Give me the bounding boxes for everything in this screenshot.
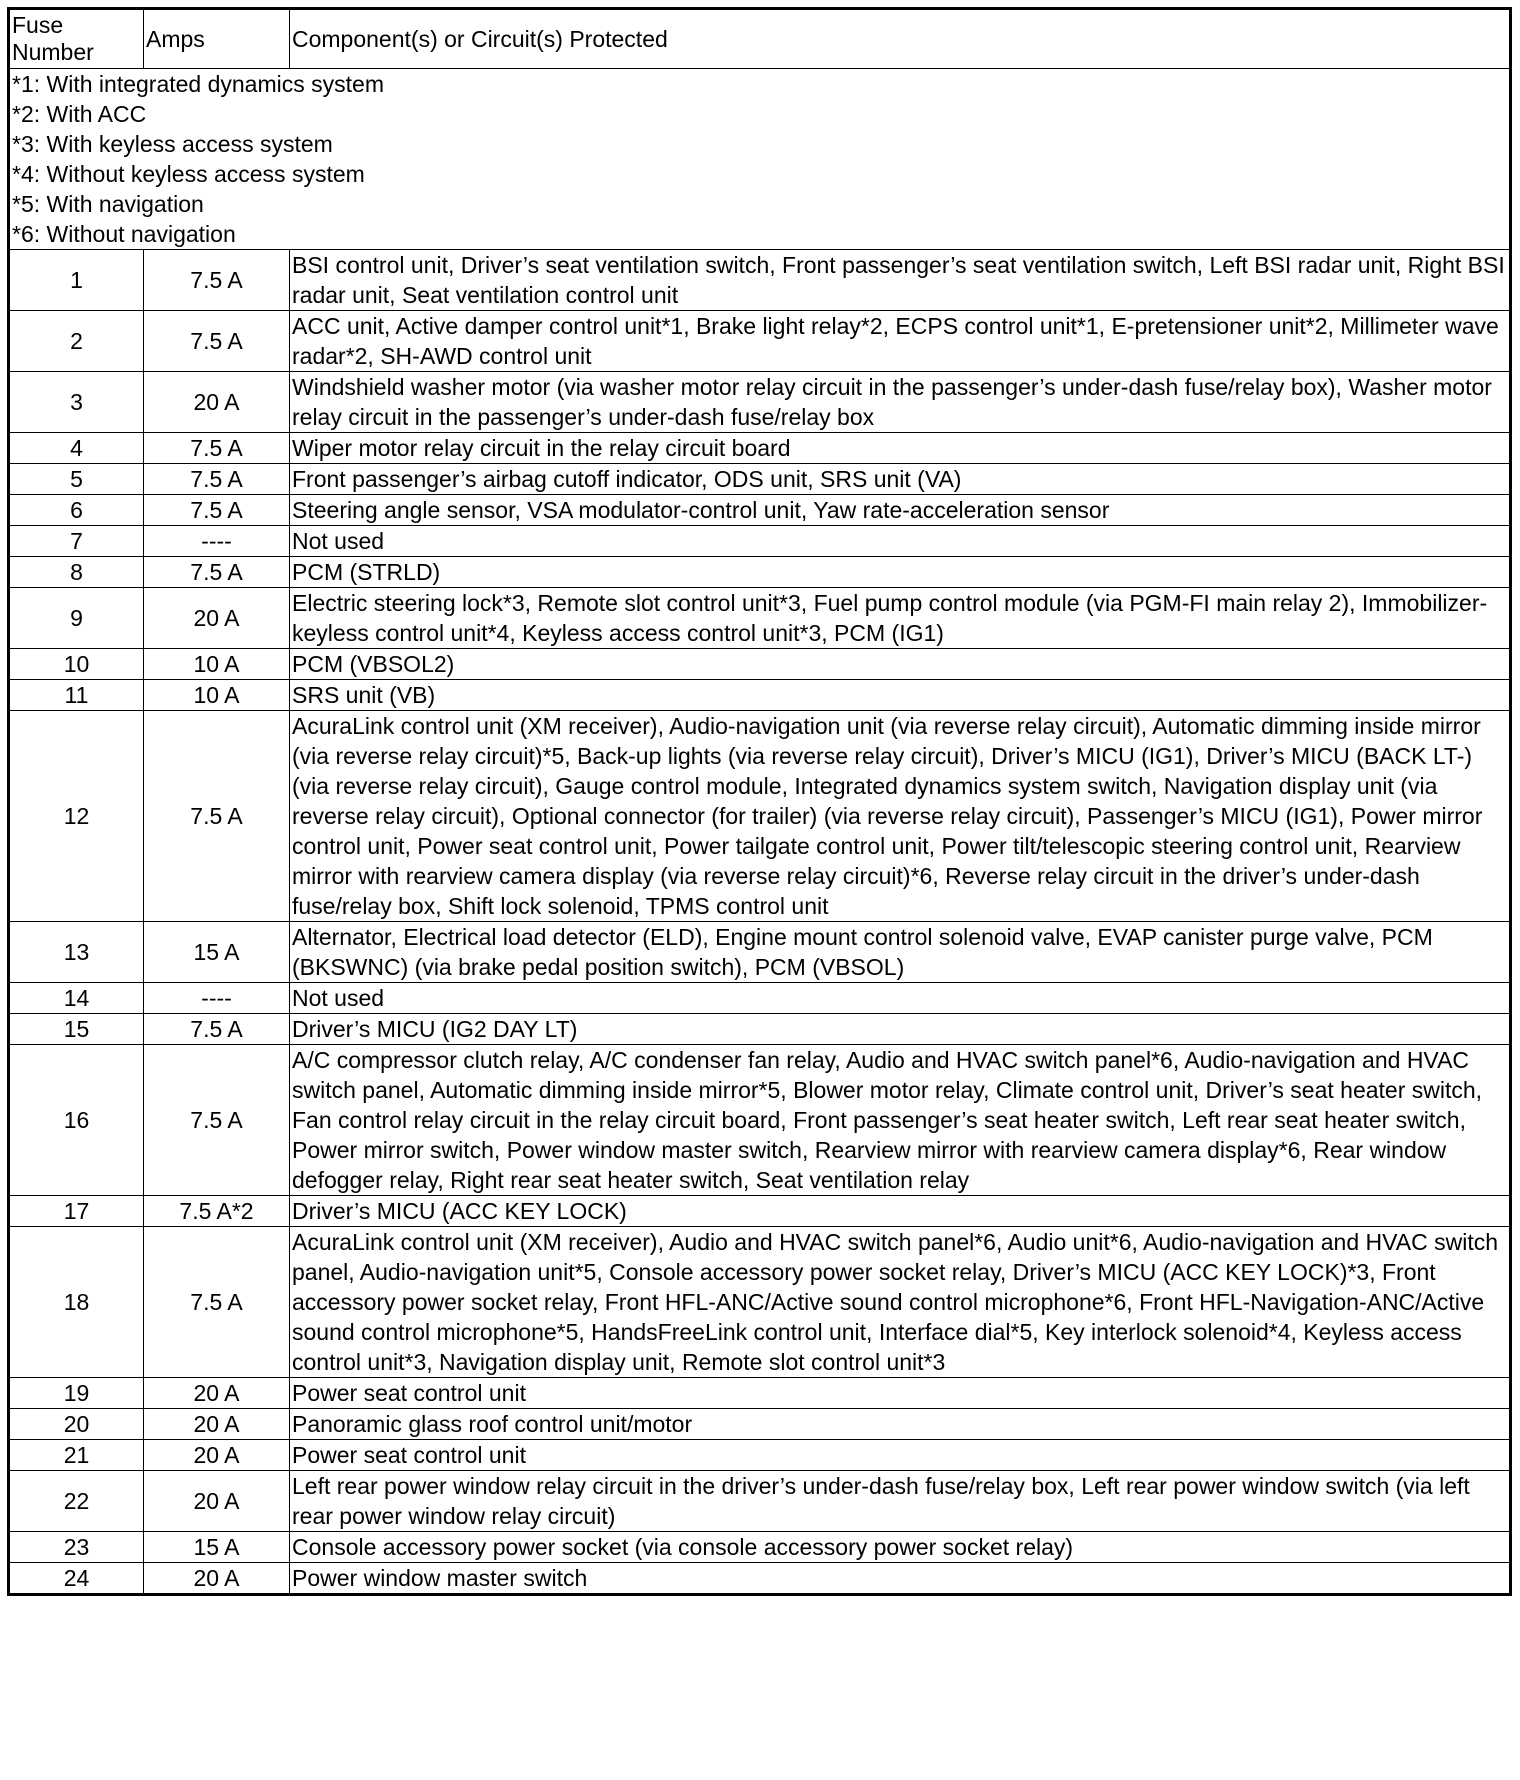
- component-cell: SRS unit (VB): [290, 680, 1511, 711]
- footnote: *6: Without navigation: [12, 221, 236, 247]
- fuse-number-cell: 12: [9, 711, 144, 922]
- footnote: *2: With ACC: [12, 101, 147, 127]
- amps-cell: 20 A: [144, 1563, 290, 1595]
- table-row: [9, 1440, 1511, 1471]
- table-row: [9, 557, 1511, 588]
- fuse-number-cell: 5: [9, 464, 144, 495]
- fuse-number-cell: 22: [9, 1471, 144, 1532]
- table-row: [9, 495, 1511, 526]
- component-cell: Windshield washer motor (via washer motor relay circuit in the passenger’s under-dash fuse/relay box), Washer motor relay circuit in the passenger’s under-dash fuse/relay box: [290, 372, 1511, 433]
- table-row: [9, 983, 1511, 1014]
- table-row: [9, 588, 1511, 649]
- component-cell: Left rear power window relay circuit in the driver’s under-dash fuse/relay box, Left rear power window switch (via left rear power window relay circuit): [290, 1471, 1511, 1532]
- component-cell: ACC unit, Active damper control unit*1, Brake light relay*2, ECPS control unit*1, E-pretensioner unit*2, Millimeter wave radar*2, SH-AWD control unit: [290, 311, 1511, 372]
- amps-cell: 20 A: [144, 1409, 290, 1440]
- table-row: [9, 1471, 1511, 1532]
- component-cell: Alternator, Electrical load detector (ELD), Engine mount control solenoid valve, EVAP canister purge valve, PCM (BKSWNC) (via brake pedal position switch), PCM (VBSOL): [290, 922, 1511, 983]
- table-row: [9, 250, 1511, 311]
- header-row: [9, 9, 1511, 69]
- table-row: [9, 680, 1511, 711]
- amps-cell: 7.5 A: [144, 464, 290, 495]
- fuse-number-cell: 3: [9, 372, 144, 433]
- amps-cell: 10 A: [144, 680, 290, 711]
- table-row: [9, 433, 1511, 464]
- header-fuse-number: Fuse Number: [9, 9, 144, 69]
- component-cell: A/C compressor clutch relay, A/C condenser fan relay, Audio and HVAC switch panel*6, Audio-navigation and HVAC switch panel, Automatic dimming inside mirror*5, Blower motor relay, Climate control unit, Driver’s seat heater switch, Fan control relay circuit in the relay circuit board, Front passenger’s seat heater switch, Left rear seat heater switch, Power mirror switch, Power window master switch, Rearview mirror with rearview camera display*6, Rear window defogger relay, Right rear seat heater switch, Seat ventilation relay: [290, 1045, 1511, 1196]
- footnote: *5: With navigation: [12, 191, 204, 217]
- amps-cell: 10 A: [144, 649, 290, 680]
- amps-cell: 20 A: [144, 1471, 290, 1532]
- fuse-number-cell: 7: [9, 526, 144, 557]
- component-cell: Power seat control unit: [290, 1440, 1511, 1471]
- component-cell: PCM (VBSOL2): [290, 649, 1511, 680]
- table-row: [9, 1196, 1511, 1227]
- component-cell: Steering angle sensor, VSA modulator-control unit, Yaw rate-acceleration sensor: [290, 495, 1511, 526]
- footnote: *1: With integrated dynamics system: [12, 71, 384, 97]
- table-row: [9, 1227, 1511, 1378]
- amps-cell: 7.5 A: [144, 433, 290, 464]
- component-cell: Console accessory power socket (via console accessory power socket relay): [290, 1532, 1511, 1563]
- fuse-table: [7, 7, 1512, 1596]
- table-row: [9, 1563, 1511, 1595]
- fuse-number-cell: 21: [9, 1440, 144, 1471]
- component-cell: Not used: [290, 526, 1511, 557]
- amps-cell: ----: [144, 983, 290, 1014]
- fuse-number-cell: 2: [9, 311, 144, 372]
- fuse-number-cell: 1: [9, 250, 144, 311]
- amps-cell: 7.5 A: [144, 557, 290, 588]
- table-row: [9, 311, 1511, 372]
- table-row: [9, 1014, 1511, 1045]
- amps-cell: 7.5 A*2: [144, 1196, 290, 1227]
- component-cell: Not used: [290, 983, 1511, 1014]
- component-cell: Electric steering lock*3, Remote slot control unit*3, Fuel pump control module (via PGM-FI main relay 2), Immobilizer-keyless control unit*4, Keyless access control unit*3, PCM (IG1): [290, 588, 1511, 649]
- fuse-number-cell: 20: [9, 1409, 144, 1440]
- component-cell: Panoramic glass roof control unit/motor: [290, 1409, 1511, 1440]
- table-row: [9, 649, 1511, 680]
- footnote: *3: With keyless access system: [12, 131, 333, 157]
- component-cell: Power window master switch: [290, 1563, 1511, 1595]
- header-components: Component(s) or Circuit(s) Protected: [290, 9, 1511, 69]
- component-cell: Wiper motor relay circuit in the relay circuit board: [290, 433, 1511, 464]
- amps-cell: 15 A: [144, 1532, 290, 1563]
- amps-cell: 7.5 A: [144, 1014, 290, 1045]
- component-cell: AcuraLink control unit (XM receiver), Audio-navigation unit (via reverse relay circuit), Automatic dimming inside mirror (via reverse relay circuit)*5, Back-up lights (via reverse relay circuit), Driver’s MICU (IG1), Driver’s MICU (BACK LT-) (via reverse relay circuit), Gauge control module, Integrated dynamics system switch, Navigation display unit (via reverse relay circuit), Optional connector (for trailer) (via reverse relay circuit), Passenger’s MICU (IG1), Power mirror control unit, Power seat control unit, Power tailgate control unit, Power tilt/telescopic steering control unit, Rearview mirror with rearview camera display (via reverse relay circuit)*6, Reverse relay circuit in the driver’s under-dash fuse/relay box, Shift lock solenoid, TPMS control unit: [290, 711, 1511, 922]
- component-cell: AcuraLink control unit (XM receiver), Audio and HVAC switch panel*6, Audio unit*6, Audio-navigation and HVAC switch panel, Audio-navigation unit*5, Console accessory power socket relay, Driver’s MICU (ACC KEY LOCK)*3, Front accessory power socket relay, Front HFL-ANC/Active sound control microphone*6, Front HFL-Navigation-ANC/Active sound control microphone*5, HandsFreeLink control unit, Interface dial*5, Key interlock solenoid*4, Keyless access control unit*3, Navigation display unit, Remote slot control unit*3: [290, 1227, 1511, 1378]
- fuse-number-cell: 4: [9, 433, 144, 464]
- fuse-number-cell: 19: [9, 1378, 144, 1409]
- fuse-number-cell: 23: [9, 1532, 144, 1563]
- amps-cell: ----: [144, 526, 290, 557]
- amps-cell: 15 A: [144, 922, 290, 983]
- amps-cell: 7.5 A: [144, 1045, 290, 1196]
- table-row: [9, 711, 1511, 922]
- fuse-number-cell: 16: [9, 1045, 144, 1196]
- fuse-number-cell: 8: [9, 557, 144, 588]
- component-cell: Driver’s MICU (ACC KEY LOCK): [290, 1196, 1511, 1227]
- fuse-number-cell: 18: [9, 1227, 144, 1378]
- amps-cell: 20 A: [144, 1378, 290, 1409]
- fuse-number-cell: 9: [9, 588, 144, 649]
- component-cell: Front passenger’s airbag cutoff indicator, ODS unit, SRS unit (VA): [290, 464, 1511, 495]
- amps-cell: 7.5 A: [144, 250, 290, 311]
- table-row: [9, 372, 1511, 433]
- amps-cell: 20 A: [144, 588, 290, 649]
- fuse-number-cell: 11: [9, 680, 144, 711]
- component-cell: BSI control unit, Driver’s seat ventilation switch, Front passenger’s seat ventilation switch, Left BSI radar unit, Right BSI radar unit, Seat ventilation control unit: [290, 250, 1511, 311]
- table-row: [9, 526, 1511, 557]
- component-cell: Power seat control unit: [290, 1378, 1511, 1409]
- amps-cell: 7.5 A: [144, 495, 290, 526]
- footnotes: [9, 69, 1511, 250]
- fuse-number-cell: 14: [9, 983, 144, 1014]
- amps-cell: 20 A: [144, 372, 290, 433]
- table-row: [9, 1045, 1511, 1196]
- fuse-number-cell: 13: [9, 922, 144, 983]
- notes-row: [9, 69, 1511, 250]
- footnote: *4: Without keyless access system: [12, 161, 365, 187]
- component-cell: Driver’s MICU (IG2 DAY LT): [290, 1014, 1511, 1045]
- header-amps: Amps: [144, 9, 290, 69]
- fuse-number-cell: 15: [9, 1014, 144, 1045]
- fuse-number-cell: 10: [9, 649, 144, 680]
- table-row: [9, 1378, 1511, 1409]
- fuse-number-cell: 24: [9, 1563, 144, 1595]
- table-row: [9, 464, 1511, 495]
- table-row: [9, 922, 1511, 983]
- table-row: [9, 1409, 1511, 1440]
- table-row: [9, 1532, 1511, 1563]
- fuse-number-cell: 17: [9, 1196, 144, 1227]
- amps-cell: 7.5 A: [144, 1227, 290, 1378]
- amps-cell: 20 A: [144, 1440, 290, 1471]
- component-cell: PCM (STRLD): [290, 557, 1511, 588]
- fuse-number-cell: 6: [9, 495, 144, 526]
- amps-cell: 7.5 A: [144, 711, 290, 922]
- amps-cell: 7.5 A: [144, 311, 290, 372]
